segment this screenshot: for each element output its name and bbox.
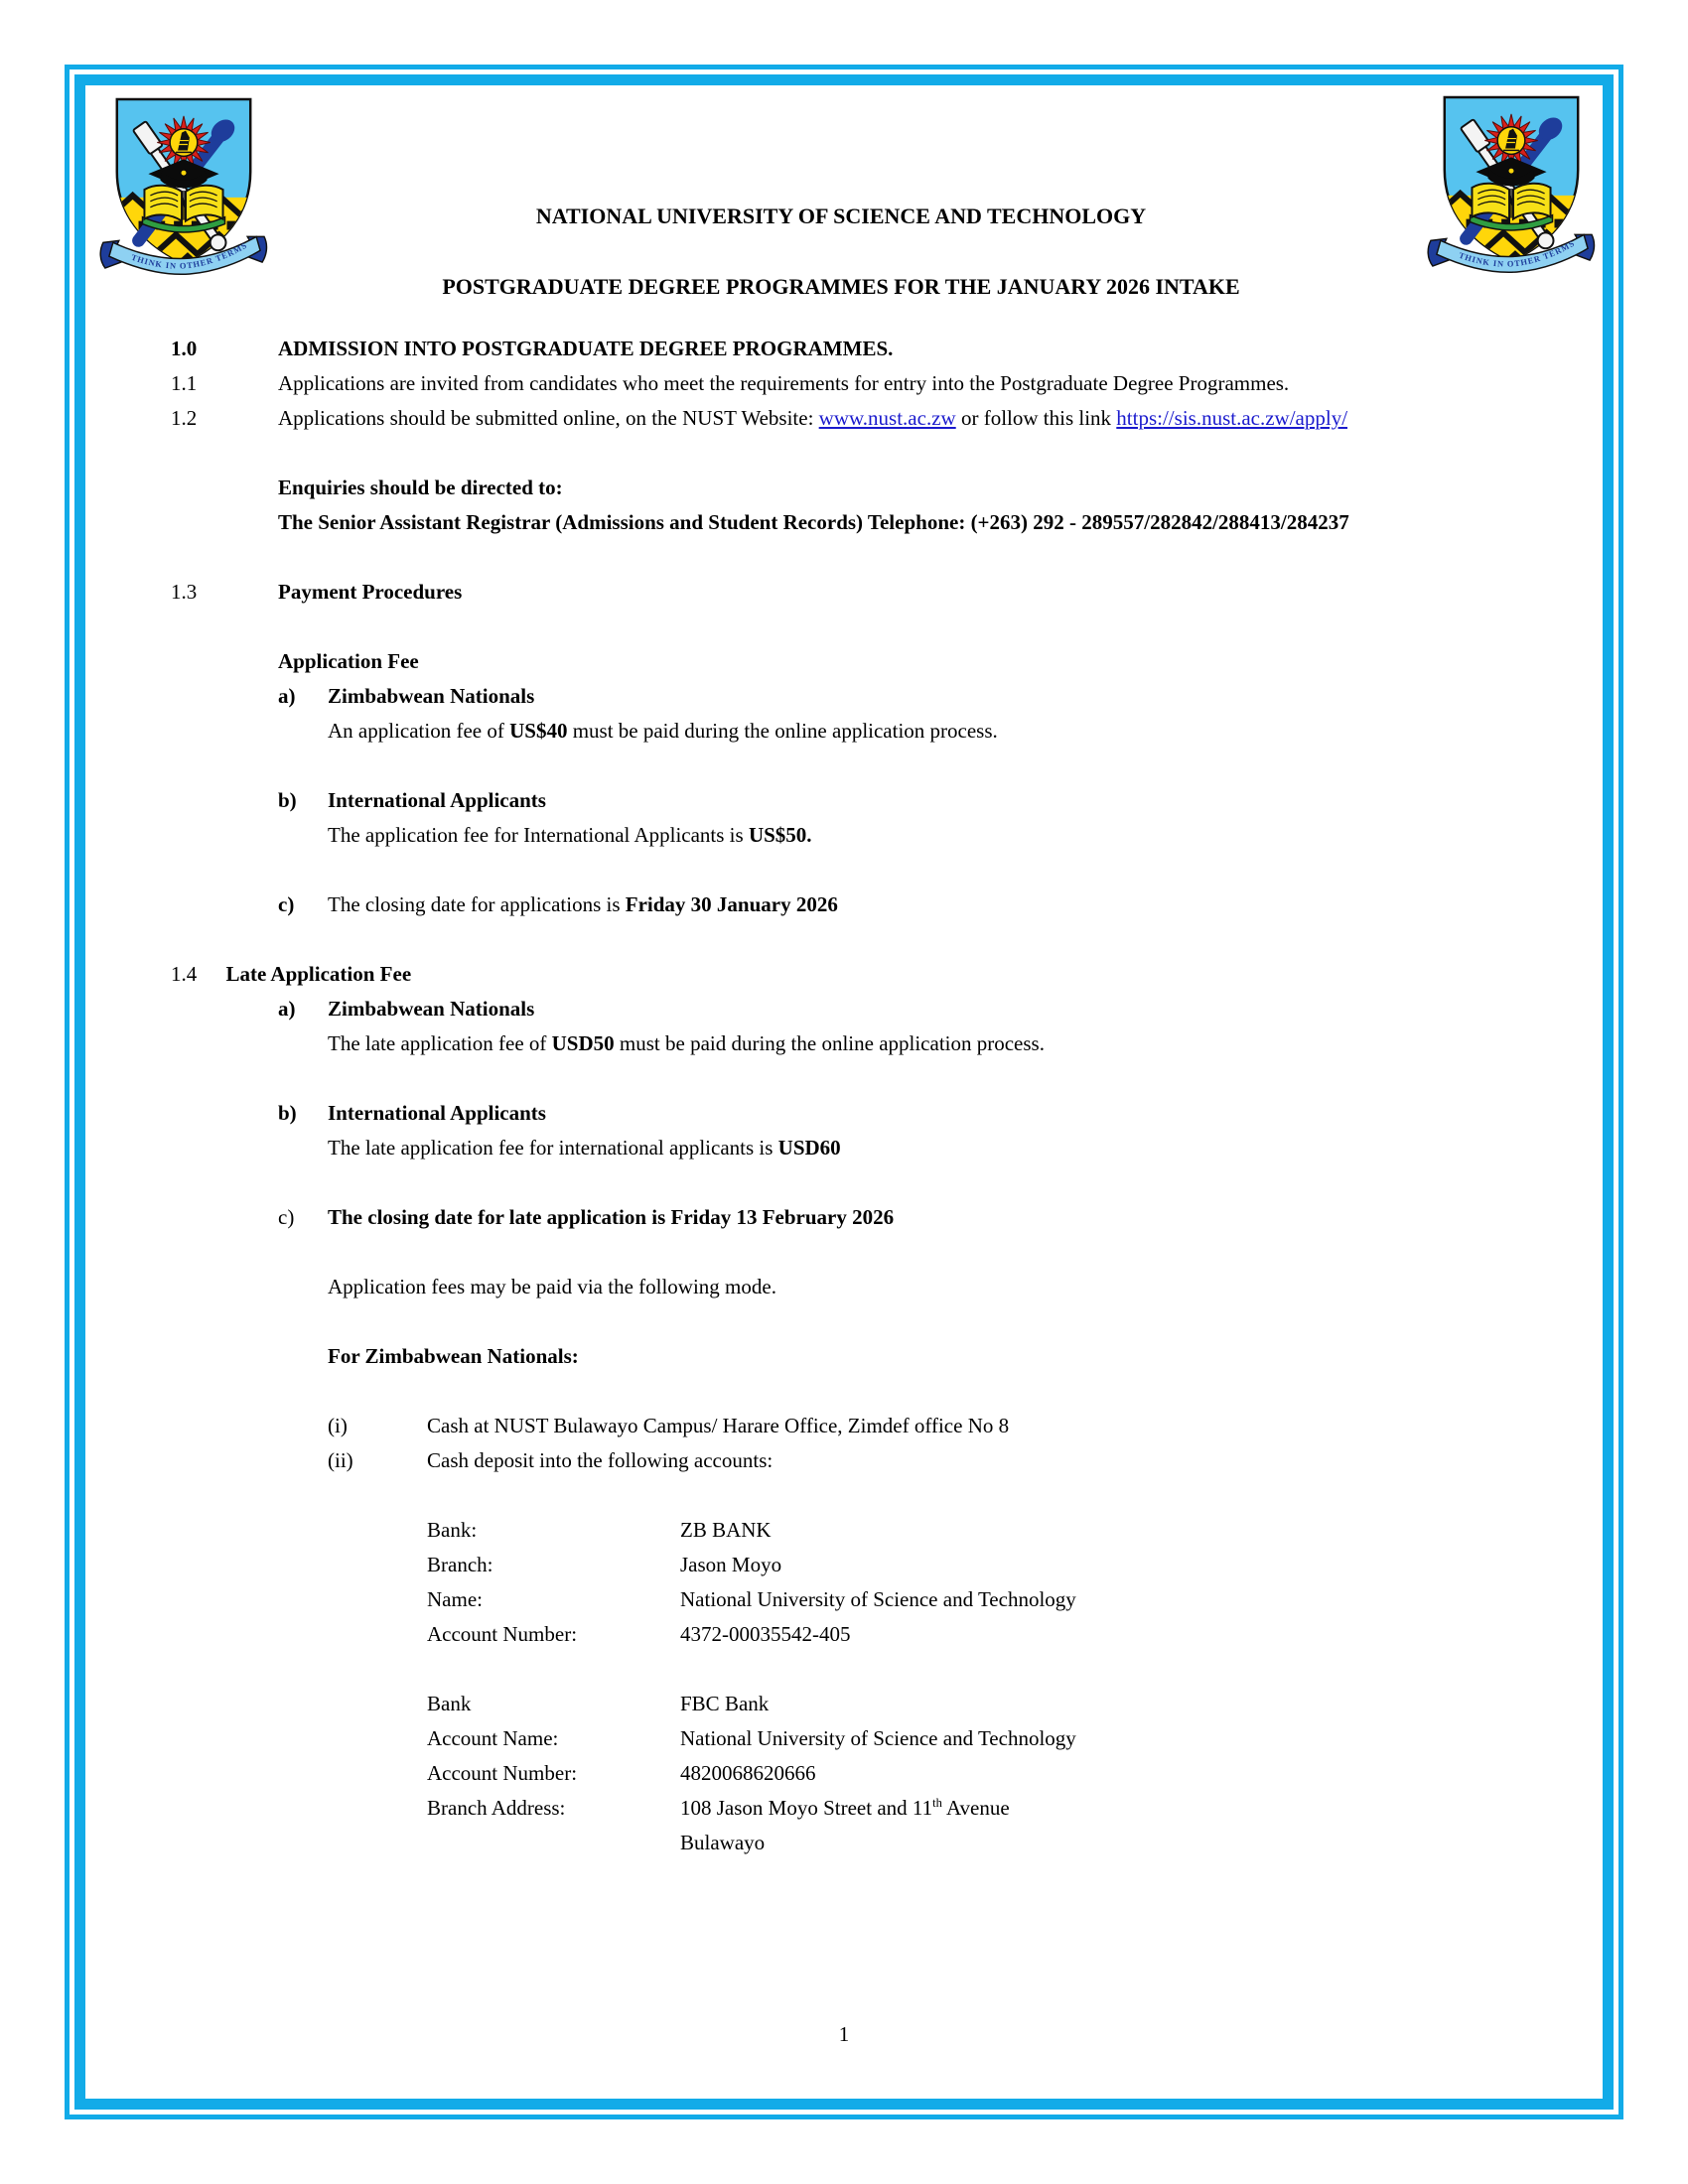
list-marker: b) xyxy=(278,788,297,812)
paragraph-text: The late application fee for international applicants is xyxy=(328,1136,778,1160)
list-text: Cash at NUST Bulawayo Campus/ Harare Office, Zimdef office No 8 xyxy=(427,1414,1010,1437)
bank-field-value: 4372-00035542-405 xyxy=(680,1622,851,1646)
paragraph-text: or follow this link xyxy=(955,406,1117,430)
late-fee-item-b xyxy=(278,1096,1511,1131)
list-title: International Applicants xyxy=(328,788,546,812)
page-title: NATIONAL UNIVERSITY OF SCIENCE AND TECHNOLOGY xyxy=(535,204,1147,228)
paragraph-text: Applications should be submitted online, on the NUST Website: xyxy=(278,406,819,430)
bank-fbc-branch-address-row xyxy=(427,1791,1511,1826)
list-title: International Applicants xyxy=(328,1101,546,1125)
bank-field-value: National University of Science and Technology xyxy=(680,1726,1076,1750)
bank-fbc-row xyxy=(427,1721,1511,1756)
bank-field-label: Account Name: xyxy=(427,1726,559,1750)
bank-field-value: Jason Moyo xyxy=(680,1553,782,1576)
list-marker: b) xyxy=(278,1101,297,1125)
application-fee-b-body xyxy=(328,818,1511,853)
bank-fbc-row xyxy=(427,1687,1511,1721)
bank-fbc-row xyxy=(427,1756,1511,1791)
paragraph-text: The closing date for applications is xyxy=(328,892,626,916)
application-fee-heading: Application Fee xyxy=(278,649,419,673)
bank-field-value: Bulawayo xyxy=(680,1831,766,1854)
nust-website-link[interactable]: www.nust.ac.zw xyxy=(818,406,956,430)
bank-zb-row xyxy=(427,1548,1511,1582)
enquiries-heading: Enquiries should be directed to: xyxy=(278,476,563,499)
bank-field-label: Bank: xyxy=(427,1518,478,1542)
address-text: Avenue xyxy=(941,1796,1010,1820)
section-number: 1.2 xyxy=(171,406,198,430)
section-number: 1.0 xyxy=(171,337,198,360)
bank-zb-row xyxy=(427,1513,1511,1548)
section-1-0 xyxy=(171,332,1511,366)
late-fee-item-c xyxy=(278,1200,1511,1235)
bank-field-label: Account Number: xyxy=(427,1622,578,1646)
payment-mode-item-ii xyxy=(328,1443,1511,1478)
paragraph: Applications are invited from candidates who meet the requirements for entry into the Postgraduate Degree Programmes. xyxy=(278,371,1290,395)
closing-date-line: The closing date for late application is Friday 13 February 2026 xyxy=(328,1205,895,1229)
list-marker: c) xyxy=(278,1205,295,1229)
section-1-4 xyxy=(171,957,1511,992)
bank-field-label: Branch: xyxy=(427,1553,493,1576)
bank-field-value: FBC Bank xyxy=(680,1692,770,1715)
bank-field-label: Bank xyxy=(427,1692,472,1715)
list-marker: (i) xyxy=(328,1414,348,1437)
closing-date-line xyxy=(328,887,1511,922)
paragraph-text: The late application fee of xyxy=(328,1031,552,1055)
bank-fbc-city-row xyxy=(427,1826,1511,1860)
list-title: Zimbabwean Nationals xyxy=(328,997,535,1021)
list-marker: (ii) xyxy=(328,1448,353,1472)
payment-mode-heading: For Zimbabwean Nationals: xyxy=(328,1344,579,1368)
section-heading: ADMISSION INTO POSTGRADUATE DEGREE PROGRAMMES. xyxy=(278,337,894,360)
late-fee-item-a xyxy=(278,992,1511,1026)
list-marker: a) xyxy=(278,684,296,708)
payment-mode-item-i xyxy=(328,1409,1511,1443)
late-fee-a-body xyxy=(328,1026,1511,1061)
ordinal-superscript: th xyxy=(932,1796,942,1810)
fee-amount: USD50 xyxy=(551,1031,615,1055)
fee-amount: US$50. xyxy=(748,823,812,847)
application-fee-item-a xyxy=(278,679,1511,714)
bank-field-value: National University of Science and Technology xyxy=(680,1587,1076,1611)
bank-field-label-empty xyxy=(427,1826,680,1860)
paragraph-text: An application fee of xyxy=(328,719,510,743)
bank-field-value: 4820068620666 xyxy=(680,1761,816,1785)
list-marker: a) xyxy=(278,997,296,1021)
enquiries-body: The Senior Assistant Registrar (Admissions and Student Records) Telephone: (+263) 292 - 289557/282842/288413/284237 xyxy=(278,510,1349,534)
bank-zb-row xyxy=(427,1582,1511,1617)
bank-zb-row xyxy=(427,1617,1511,1652)
section-1-1 xyxy=(171,366,1511,401)
paragraph-text: must be paid during the online application process. xyxy=(567,719,998,743)
payment-mode-intro: Application fees may be paid via the following mode. xyxy=(328,1275,776,1298)
application-fee-item-b xyxy=(278,783,1511,818)
closing-date: Friday 30 January 2026 xyxy=(625,892,838,916)
application-fee-a-body xyxy=(328,714,1511,749)
bank-field-label: Account Number: xyxy=(427,1761,578,1785)
apply-portal-link[interactable]: https://sis.nust.ac.zw/apply/ xyxy=(1116,406,1348,430)
section-heading: Payment Procedures xyxy=(278,580,463,604)
application-fee-item-c xyxy=(278,887,1511,922)
section-1-3 xyxy=(171,575,1511,610)
list-title: Zimbabwean Nationals xyxy=(328,684,535,708)
section-number: 1.1 xyxy=(171,371,198,395)
list-text: Cash deposit into the following accounts: xyxy=(427,1448,774,1472)
page-number: 1 xyxy=(838,2022,850,2046)
section-1-2 xyxy=(171,401,1511,436)
list-marker: c) xyxy=(278,892,295,916)
bank-field-label: Branch Address: xyxy=(427,1796,566,1820)
bank-field-value: ZB BANK xyxy=(680,1518,772,1542)
section-number: 1.3 xyxy=(171,580,198,604)
fee-amount: US$40 xyxy=(509,719,568,743)
paragraph-text: The application fee for International Applicants is xyxy=(328,823,749,847)
page-subtitle: POSTGRADUATE DEGREE PROGRAMMES FOR THE JANUARY 2026 INTAKE xyxy=(442,274,1240,299)
bank-field-value xyxy=(680,1791,1511,1826)
section-heading: Late Application Fee xyxy=(225,962,412,986)
document-body xyxy=(171,0,1511,1860)
late-fee-b-body xyxy=(328,1131,1511,1165)
paragraph xyxy=(278,401,1511,436)
section-number: 1.4 xyxy=(171,962,198,986)
paragraph-text: must be paid during the online application process. xyxy=(614,1031,1045,1055)
address-text: 108 Jason Moyo Street and 11 xyxy=(680,1796,933,1820)
bank-field-label: Name: xyxy=(427,1587,483,1611)
fee-amount: USD60 xyxy=(777,1136,841,1160)
